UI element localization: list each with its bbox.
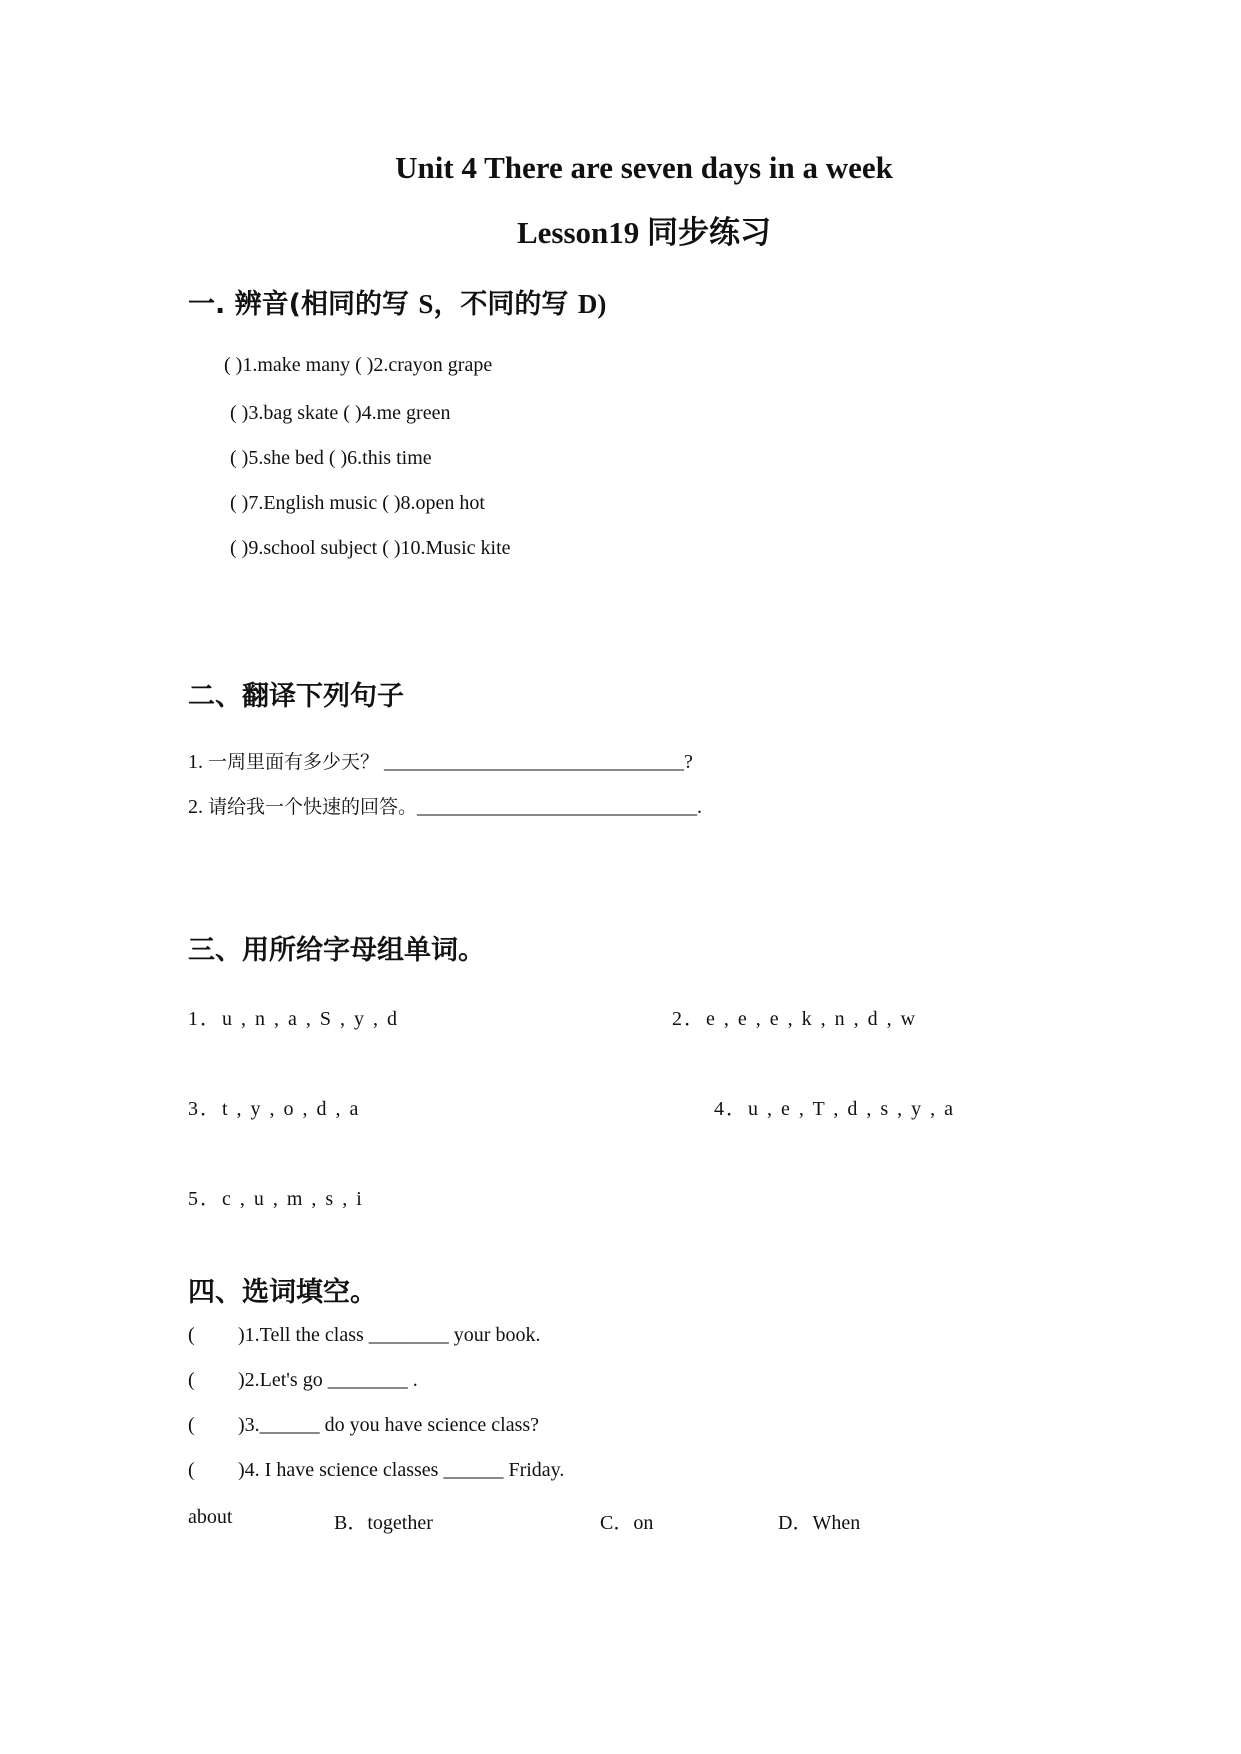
translation-item-2 bbox=[188, 792, 702, 819]
translation-item-1 bbox=[188, 747, 693, 774]
section4-heading: 四、选词填空。 bbox=[188, 1277, 377, 1308]
letters-item-3: 3．t , y , o , d , a bbox=[188, 1098, 361, 1120]
option-d: D．When bbox=[778, 1512, 861, 1534]
phonics-line-3: ( )5.she bed ( )6.this time bbox=[230, 447, 432, 469]
fill-paren-4: ( bbox=[188, 1459, 195, 1481]
fill-item-1: )1.Tell the class ________ your book. bbox=[238, 1324, 541, 1346]
fill-item-3: )3.______ do you have science class? bbox=[238, 1414, 540, 1436]
fill-item-4: )4. I have science classes ______ Friday. bbox=[238, 1459, 565, 1481]
fill-paren-3: ( bbox=[188, 1414, 195, 1436]
section3-heading: 三、用所给字母组单词。 bbox=[188, 935, 485, 966]
page-title: Unit 4 There are seven days in a week bbox=[395, 150, 893, 185]
translation-cn-1: 一周里面有多少天？ bbox=[208, 751, 380, 773]
section1-heading-mid: ，不同的写 bbox=[433, 289, 578, 320]
phonics-line-2: ( )3.bag skate ( )4.me green bbox=[230, 402, 451, 424]
section1-heading-d: D) bbox=[577, 289, 607, 319]
phonics-line-4: ( )7.English music ( )8.open hot bbox=[230, 492, 485, 514]
fill-paren-2: ( bbox=[188, 1369, 195, 1391]
section1-heading-s: S bbox=[418, 289, 434, 319]
phonics-line-1: ( )1.make many ( )2.crayon grape bbox=[224, 354, 493, 376]
letters-item-4: 4．u , e , T , d , s , y , a bbox=[714, 1098, 956, 1120]
fill-item-2: )2.Let's go ________ . bbox=[238, 1369, 418, 1391]
phonics-line-5: ( )9.school subject ( )10.Music kite bbox=[230, 537, 511, 559]
option-c: C．on bbox=[600, 1512, 654, 1534]
section1-heading bbox=[188, 282, 606, 321]
fill-paren-1: ( bbox=[188, 1324, 195, 1346]
translation-blank-2: ____________________________. bbox=[417, 796, 703, 818]
translation-blank-1: ______________________________? bbox=[384, 751, 693, 773]
section1-heading-prefix: 一. 辨音(相同的写 bbox=[188, 289, 419, 320]
section2-heading: 二、翻译下列句子 bbox=[188, 681, 404, 712]
option-b: B．together bbox=[334, 1512, 433, 1534]
letters-item-2: 2．e , e , e , k , n , d , w bbox=[672, 1008, 918, 1030]
translation-cn-2: 请给我一个快速的回答。 bbox=[208, 796, 418, 818]
option-a: about bbox=[188, 1506, 233, 1528]
page-subtitle: Lesson19 同步练习 bbox=[516, 215, 772, 250]
letters-item-5: 5．c , u , m , s , i bbox=[188, 1188, 364, 1210]
translation-num-1: 1. bbox=[188, 751, 203, 773]
letters-item-1: 1．u , n , a , S , y , d bbox=[188, 1008, 399, 1030]
translation-num-2: 2. bbox=[188, 796, 203, 818]
